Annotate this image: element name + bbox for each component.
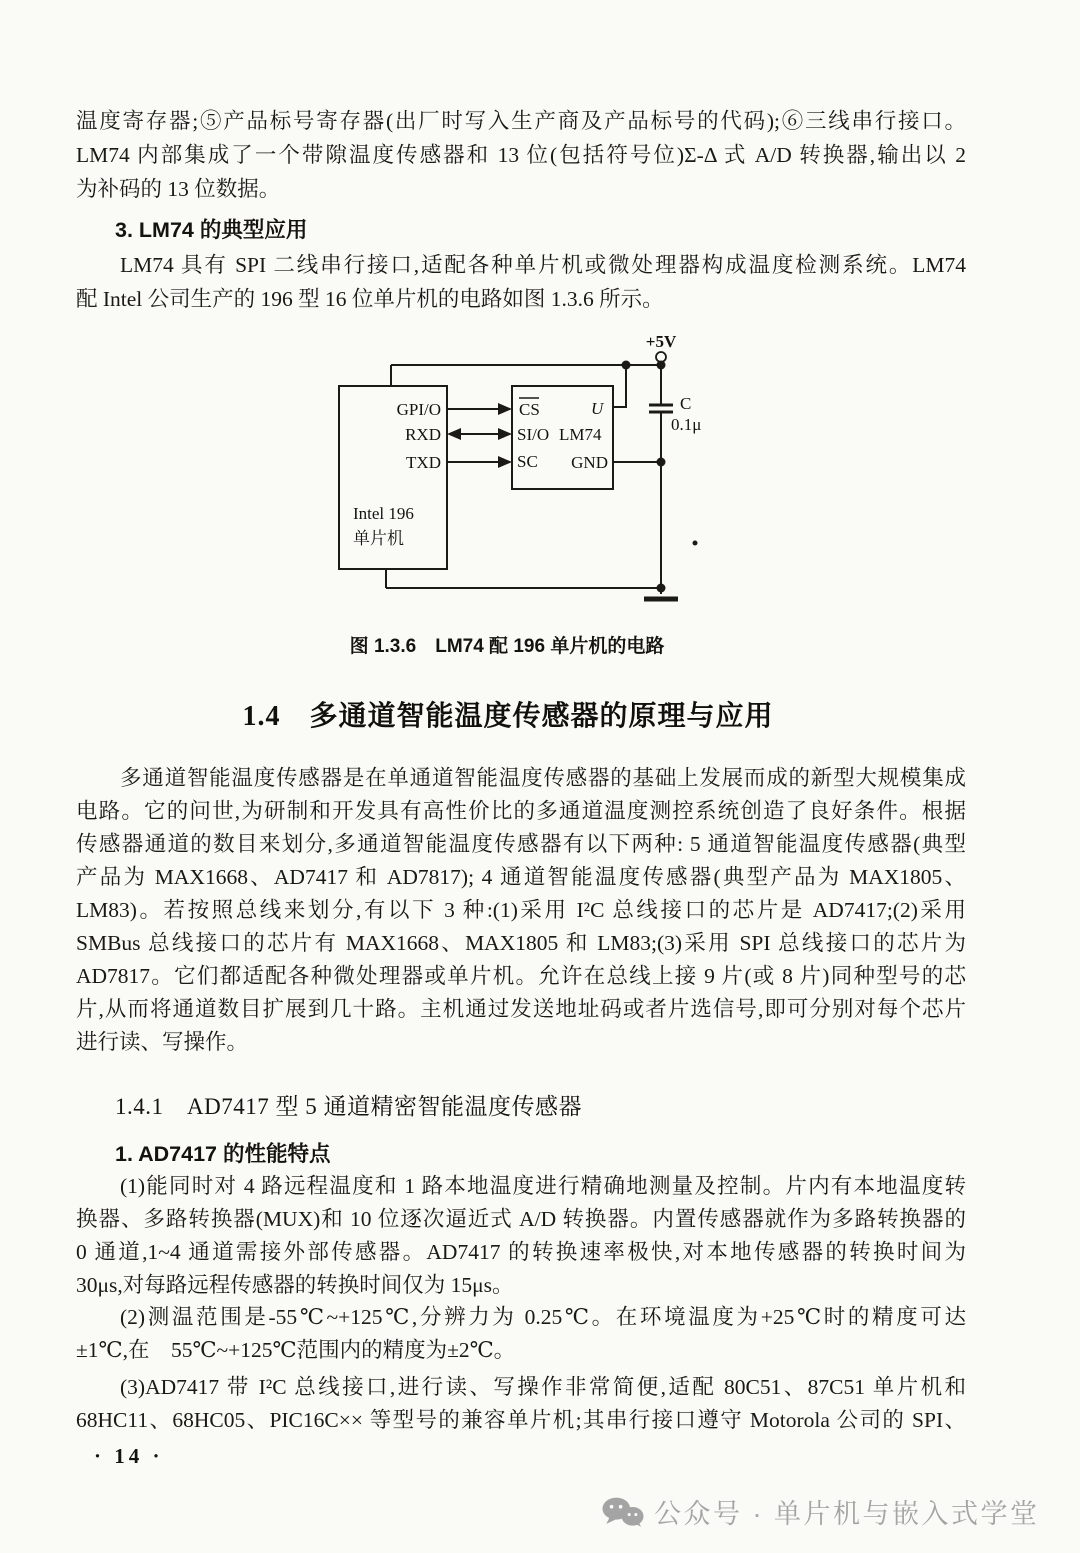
text-line: 片,从而将通道数目扩展到几十路。主机通过发送地址码或者片选信号,即可分别对每个芯片 [76,997,966,1021]
section-1-4-paragraph [76,762,966,1059]
text-line: (1)能同时对 4 路远程温度和 1 路本地温度进行精确地测量及控制。片内有本地温度转 [120,1174,966,1198]
wechat-icon [602,1497,644,1527]
pin-txd-label: TXD [406,453,441,472]
text-line: (3)AD7417 带 I²C 总线接口,进行读、写操作非常简便,适配 80C51、87C51 单片机和 [120,1375,966,1399]
heading-lm74-typical-application: 3. LM74 的典型应用 [115,218,308,242]
figure-caption: 图 1.3.6 LM74 配 196 单片机的电路 [349,636,665,657]
text-line: 配 Intel 公司生产的 196 型 16 位单片机的电路如图 1.3.6 所示。 [76,287,664,311]
text-line: 0 通道,1~4 通道需接外部传感器。AD7417 的转换速率极快,对本地传感器的转换时间为 [76,1240,966,1264]
chip-name-label: LM74 [559,425,602,444]
text-line: LM74 具有 SPI 二线串行接口,适配各种单片机或微处理器构成温度检测系统。LM74 [120,253,966,277]
text-line: 换器、多路转换器(MUX)和 10 位逐次逼近式 A/D 转换器。内置传感器就作为多路转换器的 [76,1207,966,1231]
intro-paragraph [76,104,966,206]
text-line: 产品为 MAX1668、AD7417 和 AD7817); 4 通道智能温度传感器(典型产品为 MAX1805、 [76,865,966,889]
supply-label: +5V [645,332,677,351]
feature-item-1-paragraph [76,1170,966,1302]
text-line: 温度寄存器;⑤产品标号寄存器(出厂时写入生产商及产品标号的代码);⑥三线串行接口。 [76,109,966,133]
capacitor-symbol [649,405,673,412]
section-1-4-1-title: 1.4.1 AD7417 型 5 通道精密智能温度传感器 [115,1094,582,1119]
text-line: 电路。它的问世,为研制和开发具有高性价比的多通道温度测控系统创造了良好条件。根据 [76,799,966,823]
capacitor-value-label: 0.1μ [671,415,702,434]
text-line: 为补码的 13 位数据。 [76,177,281,201]
arrowheads-and-junctions [447,361,698,593]
circuit-diagram-figure [295,332,765,642]
feature-item-3-paragraph [76,1371,966,1437]
text-line: AD7817。它们都适配各种微处理器或单片机。允许在总线上接 9 片(或 8 片)同种型号的芯 [76,964,966,988]
mcu-name-line1: Intel 196 [353,504,414,523]
text-line: ±1℃,在 55℃~+125℃范围内的精度为±2℃。 [76,1338,516,1362]
pin-rxd-label: RXD [405,425,441,444]
pin-gnd-label: GND [571,453,608,472]
mcu-name-line2: 单片机 [353,529,404,548]
circuit-wires [386,362,661,594]
watermark [602,1492,1040,1531]
text-line: (2)测温范围是-55℃~+125℃,分辨力为 0.25℃。在环境温度为+25℃时的精度可达 [120,1305,966,1329]
pin-u-label: U [591,399,604,418]
pin-sio-label: SI/O [517,425,550,444]
feature-item-2-paragraph [76,1301,966,1367]
text-line: SMBus 总线接口的芯片有 MAX1668、MAX1805 和 LM83;(3)采用 SPI 总线接口的芯片为 [76,931,966,955]
pin-gpio-label: GPI/O [396,400,441,419]
pin-cs-label: CS [519,400,540,419]
text-line: 进行读、写操作。 [76,1030,249,1054]
scan-speck [693,541,698,546]
text-line: 68HC11、68HC05、PIC16C×× 等型号的兼容单片机;其串行接口遵守 Motorola 公司的 SPI、 [76,1408,966,1432]
text-line: 传感器通道的数目来划分,多通道智能温度传感器有以下两种: 5 通道智能温度传感器(典型 [76,832,966,856]
capacitor-ref-label: C [680,394,692,413]
section-1-4-title: 1.4 多通道智能温度传感器的原理与应用 [242,701,774,732]
pin-sc-label: SC [517,452,538,471]
watermark-text: 公众号 · 单片机与嵌入式学堂 [654,1499,1040,1529]
text-line: 多通道智能温度传感器是在单通道智能温度传感器的基础上发展而成的新型大规模集成 [120,766,966,790]
text-line: LM83)。若按照总线来划分,有以下 3 种:(1)采用 I²C 总线接口的芯片是 AD7417;(2)采用 [76,898,966,922]
heading-ad7417-features: 1. AD7417 的性能特点 [115,1142,331,1166]
text-line: LM74 内部集成了一个带隙温度传感器和 13 位(包括符号位)Σ-Δ 式 A/D 转换器,输出以 2 [76,143,966,167]
lm74-application-paragraph [76,248,966,316]
page-number: · 14 · [94,1444,164,1468]
text-line: 30μs,对每路远程传感器的转换时间仅为 15μs。 [76,1273,514,1297]
